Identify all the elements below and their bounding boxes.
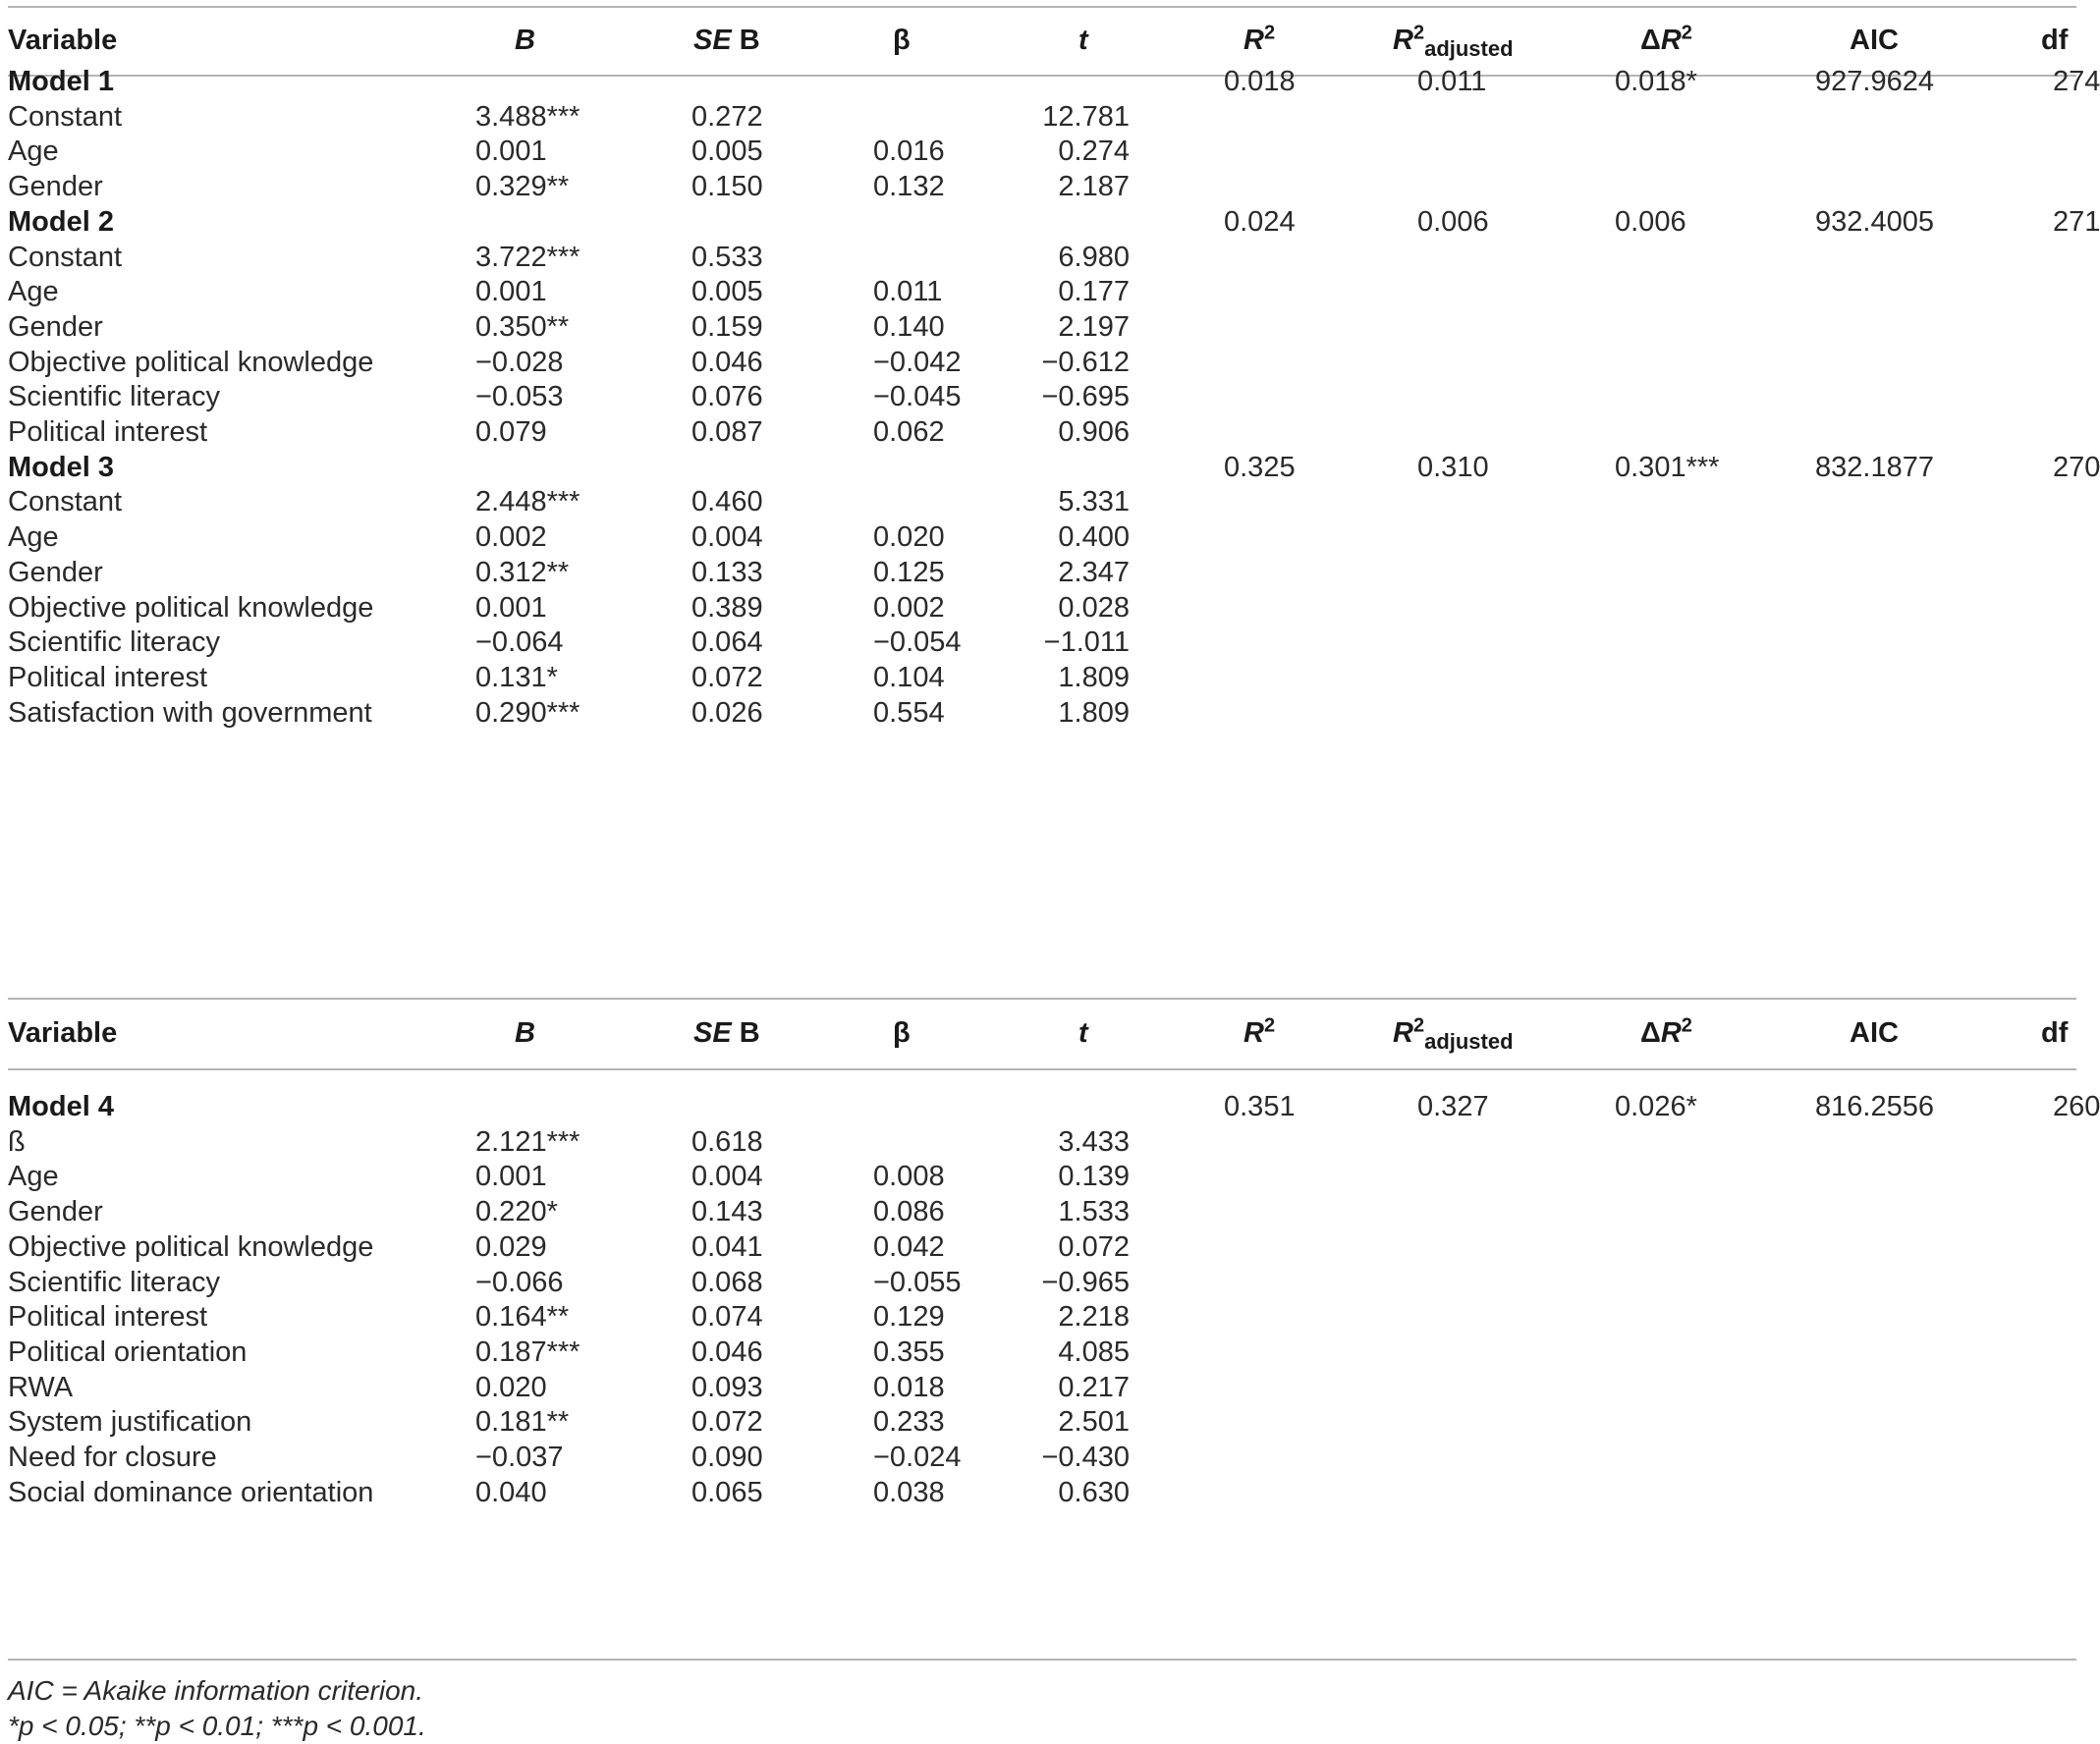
- variable-cell: Objective political knowledge: [8, 1230, 374, 1263]
- beta-cell: 0.132: [873, 171, 945, 203]
- beta-cell: −0.042: [873, 346, 962, 378]
- t-cell: 0.139: [1058, 1161, 1130, 1193]
- variable-cell: Scientific literacy: [8, 1266, 220, 1298]
- se-b-cell: 0.087: [691, 416, 763, 448]
- aic-cell: 932.4005: [1815, 205, 1934, 238]
- variable-cell: Model 2: [8, 205, 114, 238]
- variable-cell: Objective political knowledge: [8, 346, 374, 378]
- variable-cell: Age: [8, 136, 59, 168]
- header-aic: AIC: [1850, 25, 1899, 56]
- t-cell: 0.630: [1058, 1476, 1130, 1508]
- header-df: df: [2041, 25, 2069, 56]
- beta-cell: 0.233: [873, 1406, 945, 1439]
- variable-cell: Scientific literacy: [8, 381, 220, 413]
- b-cell: 0.029: [475, 1230, 547, 1263]
- beta-cell: 0.104: [873, 661, 945, 693]
- se-b-cell: 0.072: [691, 1406, 763, 1439]
- table-row: [0, 691, 2082, 735]
- t-cell: 3.433: [1058, 1125, 1130, 1158]
- header-delta-r2: $\Delta R^2$: [1640, 22, 1692, 56]
- beta-cell: 0.125: [873, 556, 945, 588]
- beta-cell: −0.024: [873, 1442, 962, 1473]
- delta-r2-cell: 0.018*: [1615, 66, 1697, 97]
- b-cell: 3.488***: [475, 100, 580, 133]
- b-cell: 0.164**: [475, 1301, 570, 1334]
- beta-cell: −0.045: [873, 381, 962, 413]
- t-cell: 0.177: [1058, 276, 1130, 308]
- variable-cell: Scientific literacy: [8, 627, 220, 659]
- variable-cell: Social dominance orientation: [8, 1476, 374, 1508]
- header-r2: $R^2$: [1243, 1014, 1276, 1049]
- beta-cell: 0.008: [873, 1161, 945, 1193]
- variable-cell: Objective political knowledge: [8, 591, 374, 624]
- aic-cell: 927.9624: [1815, 66, 1934, 97]
- variable-cell: Political interest: [8, 661, 208, 693]
- t-cell: 2.218: [1058, 1301, 1130, 1334]
- r2-cell: 0.024: [1224, 205, 1296, 238]
- se-b-cell: 0.389: [691, 591, 763, 624]
- header-df: df: [2041, 1017, 2069, 1049]
- aic-cell: 816.2556: [1815, 1091, 1934, 1122]
- t-cell: 0.072: [1058, 1230, 1130, 1263]
- df-cell: 274: [2053, 66, 2100, 97]
- se-b-cell: 0.041: [691, 1230, 763, 1263]
- b-cell: 0.312**: [475, 556, 570, 588]
- beta-cell: −0.054: [873, 627, 962, 659]
- t-cell: 1.533: [1058, 1196, 1130, 1228]
- se-b-cell: 0.533: [691, 241, 763, 273]
- delta-r2-cell: 0.026*: [1615, 1091, 1697, 1122]
- section-rule: [8, 998, 2076, 1000]
- se-b-cell: 0.064: [691, 627, 763, 659]
- se-b-cell: 0.076: [691, 381, 763, 413]
- se-b-cell: 0.143: [691, 1196, 763, 1228]
- b-cell: 0.001: [475, 136, 547, 168]
- b-cell: 0.020: [475, 1371, 547, 1403]
- r2-cell: 0.351: [1224, 1091, 1296, 1122]
- b-cell: −0.064: [475, 627, 564, 659]
- se-b-cell: 0.090: [691, 1442, 763, 1473]
- t-cell: −1.011: [1043, 627, 1130, 659]
- se-b-cell: 0.005: [691, 136, 763, 168]
- variable-cell: Gender: [8, 556, 103, 588]
- b-cell: 0.001: [475, 591, 547, 624]
- se-b-cell: 0.460: [691, 486, 763, 518]
- variable-cell: System justification: [8, 1406, 252, 1439]
- header-t: t: [1078, 1017, 1088, 1049]
- variable-cell: Age: [8, 276, 59, 308]
- b-cell: 0.290***: [475, 696, 580, 729]
- variable-cell: Model 1: [8, 66, 114, 97]
- header-beta: β: [893, 25, 911, 56]
- se-b-cell: 0.046: [691, 346, 763, 378]
- variable-cell: Political interest: [8, 416, 208, 448]
- se-b-cell: 0.133: [691, 556, 763, 588]
- t-cell: 2.347: [1058, 556, 1130, 588]
- df-cell: 271: [2053, 205, 2100, 238]
- top-rule: [8, 6, 2076, 8]
- t-cell: 4.085: [1058, 1335, 1130, 1368]
- variable-cell: Constant: [8, 241, 123, 273]
- variable-cell: Gender: [8, 171, 103, 203]
- r2-cell: 0.325: [1224, 451, 1296, 483]
- table-header: [0, 19, 2082, 62]
- r2-cell: 0.018: [1224, 66, 1296, 97]
- variable-cell: Model 3: [8, 451, 114, 483]
- header-variable: Variable: [8, 1017, 118, 1049]
- beta-cell: 0.140: [873, 310, 945, 343]
- note-significance: *p < 0.05; **p < 0.01; ***p < 0.001.: [8, 1711, 426, 1741]
- variable-cell: Age: [8, 521, 59, 554]
- header-se-b: SE B: [693, 25, 760, 56]
- t-cell: −0.695: [1041, 381, 1130, 413]
- b-cell: 0.187***: [475, 1335, 580, 1368]
- t-cell: 0.217: [1058, 1371, 1130, 1403]
- se-b-cell: 0.272: [691, 100, 763, 133]
- se-b-cell: 0.026: [691, 696, 763, 729]
- beta-cell: 0.355: [873, 1335, 945, 1368]
- b-cell: 3.722***: [475, 241, 580, 273]
- b-cell: 0.350**: [475, 310, 570, 343]
- beta-cell: 0.129: [873, 1301, 945, 1334]
- beta-cell: 0.086: [873, 1196, 945, 1228]
- t-cell: 6.980: [1058, 241, 1130, 273]
- variable-cell: Political orientation: [8, 1335, 248, 1368]
- t-cell: 1.809: [1058, 696, 1130, 729]
- se-b-cell: 0.004: [691, 1161, 763, 1193]
- se-b-cell: 0.005: [691, 276, 763, 308]
- b-cell: −0.037: [475, 1442, 564, 1473]
- header-rule-2: [8, 1068, 2076, 1070]
- header-r2-adjusted: $R^2_{adjusted}$: [1393, 1014, 1514, 1054]
- t-cell: −0.430: [1041, 1442, 1130, 1473]
- b-cell: 0.181**: [475, 1406, 570, 1439]
- header-se-b: SE B: [693, 1017, 760, 1049]
- variable-cell: Age: [8, 1161, 59, 1193]
- header-b: B: [515, 1017, 535, 1049]
- b-cell: −0.053: [475, 381, 564, 413]
- variable-cell: Constant: [8, 100, 123, 133]
- b-cell: 0.329**: [475, 171, 570, 203]
- beta-cell: 0.038: [873, 1476, 945, 1508]
- t-cell: −0.965: [1041, 1266, 1130, 1298]
- b-cell: 0.131*: [475, 661, 558, 693]
- r2-adjusted-cell: 0.310: [1417, 451, 1489, 483]
- b-cell: 0.040: [475, 1476, 547, 1508]
- df-cell: 260: [2053, 1091, 2100, 1122]
- b-cell: 0.220*: [475, 1196, 558, 1228]
- se-b-cell: 0.004: [691, 521, 763, 554]
- t-cell: 0.400: [1058, 521, 1130, 554]
- r2-adjusted-cell: 0.327: [1417, 1091, 1489, 1122]
- bottom-rule: [8, 1659, 2076, 1661]
- b-cell: 0.001: [475, 276, 547, 308]
- b-cell: −0.066: [475, 1266, 564, 1298]
- beta-cell: 0.062: [873, 416, 945, 448]
- se-b-cell: 0.046: [691, 1335, 763, 1368]
- beta-cell: 0.042: [873, 1230, 945, 1263]
- variable-cell: Gender: [8, 1196, 103, 1228]
- r2-adjusted-cell: 0.011: [1417, 66, 1487, 97]
- delta-r2-cell: 0.301***: [1615, 451, 1720, 483]
- header-r2: $R^2$: [1243, 22, 1276, 56]
- variable-cell: Satisfaction with government: [8, 696, 372, 729]
- t-cell: 5.331: [1058, 486, 1130, 518]
- beta-cell: −0.055: [873, 1266, 962, 1298]
- header-delta-r2: $\Delta R^2$: [1640, 1014, 1692, 1049]
- b-cell: 2.448***: [475, 486, 580, 518]
- beta-cell: 0.002: [873, 591, 945, 624]
- se-b-cell: 0.074: [691, 1301, 763, 1334]
- beta-cell: 0.020: [873, 521, 945, 554]
- b-cell: 0.001: [475, 1161, 547, 1193]
- table-row: [0, 1471, 2082, 1514]
- beta-cell: 0.018: [873, 1371, 945, 1403]
- b-cell: −0.028: [475, 346, 564, 378]
- t-cell: 0.906: [1058, 416, 1130, 448]
- header-t: t: [1078, 25, 1088, 56]
- t-cell: 0.028: [1058, 591, 1130, 624]
- beta-cell: 0.016: [873, 136, 945, 168]
- table-header-2: [0, 1011, 2082, 1055]
- t-cell: 2.501: [1058, 1406, 1130, 1439]
- r2-adjusted-cell: 0.006: [1417, 205, 1489, 238]
- beta-cell: 0.011: [873, 276, 943, 308]
- variable-cell: ß: [8, 1125, 26, 1158]
- t-cell: 12.781: [1042, 100, 1130, 133]
- se-b-cell: 0.150: [691, 171, 763, 203]
- t-cell: 2.197: [1058, 310, 1130, 343]
- variable-cell: Gender: [8, 310, 103, 343]
- t-cell: 0.274: [1058, 136, 1130, 168]
- variable-cell: RWA: [8, 1371, 74, 1403]
- t-cell: 2.187: [1058, 171, 1130, 203]
- se-b-cell: 0.093: [691, 1371, 763, 1403]
- se-b-cell: 0.072: [691, 661, 763, 693]
- aic-cell: 832.1877: [1815, 451, 1934, 483]
- se-b-cell: 0.618: [691, 1125, 763, 1158]
- header-r2-adjusted: $R^2_{adjusted}$: [1393, 22, 1514, 61]
- t-cell: 1.809: [1058, 661, 1130, 693]
- se-b-cell: 0.068: [691, 1266, 763, 1298]
- se-b-cell: 0.065: [691, 1476, 763, 1508]
- b-cell: 0.002: [475, 521, 547, 554]
- df-cell: 270: [2053, 451, 2100, 483]
- beta-cell: 0.554: [873, 696, 945, 729]
- delta-r2-cell: 0.006: [1615, 205, 1686, 238]
- variable-cell: Model 4: [8, 1091, 114, 1122]
- variable-cell: Political interest: [8, 1301, 208, 1334]
- se-b-cell: 0.159: [691, 310, 763, 343]
- header-aic: AIC: [1850, 1017, 1899, 1049]
- b-cell: 2.121***: [475, 1125, 580, 1158]
- b-cell: 0.079: [475, 416, 547, 448]
- header-beta: β: [893, 1017, 911, 1049]
- header-variable: Variable: [8, 25, 118, 56]
- t-cell: −0.612: [1041, 346, 1130, 378]
- variable-cell: Constant: [8, 486, 123, 518]
- note-aic: AIC = Akaike information criterion.: [8, 1675, 424, 1706]
- header-b: B: [515, 25, 535, 56]
- variable-cell: Need for closure: [8, 1442, 217, 1473]
